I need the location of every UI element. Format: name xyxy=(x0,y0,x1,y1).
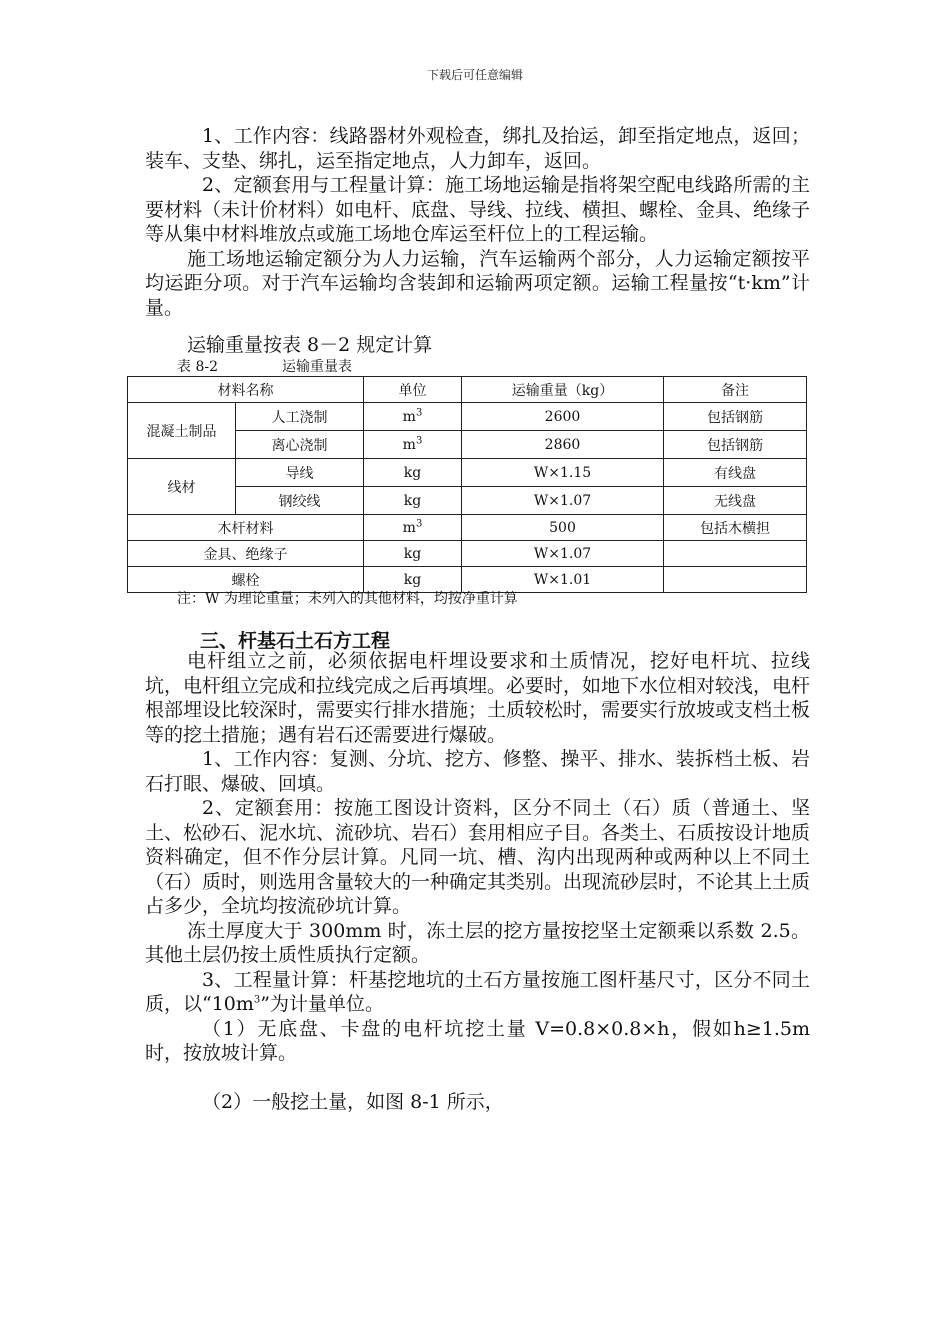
table-note: 注：W 为理论重量；未列入的其他材料，均按净重计算 xyxy=(177,591,518,607)
transport-section xyxy=(145,124,810,320)
header-material: 材料名称 xyxy=(128,377,364,403)
row-unit: $m^3$ xyxy=(364,403,462,431)
paragraph-quota-application: 2、定额套用与工程量计算：施工场地运输是指将架空配电线路所需的主要材料（未计价材料）如电杆、底盘、导线、拉线、横担、螺栓、金具、绝缘子等从集中材料堆放点或施工场地仓库运至杆位上的工程运输。 xyxy=(145,174,811,245)
row-weight: W×1.07 xyxy=(462,487,664,515)
row-weight: W×1.15 xyxy=(462,459,664,487)
table-title: 运输重量表 xyxy=(282,359,352,375)
row-sub: 钢绞线 xyxy=(236,487,364,515)
table-intro: 运输重量按表 8－2 规定计算 xyxy=(187,334,433,356)
row-unit: $m^3$ xyxy=(364,431,462,459)
row-unit: kg xyxy=(364,541,462,567)
row-sub: 人工浇制 xyxy=(236,403,364,431)
row-weight: W×1.01 xyxy=(462,567,664,593)
paragraph-intro: 电杆组立之前，必须依据电杆埋设要求和土质情况，挖好电杆坑、拉线坑，电杆组立完成和拉线完成之后再填埋。必要时，如地下水位相对较浅，电杆根部埋设比较深时，需要实行排水措施；土质较松时，需要实行放坡或支档土板等的挖土措施；遇有岩石还需要进行爆破。 xyxy=(145,650,811,746)
header-unit: 单位 xyxy=(364,377,462,403)
row-remark xyxy=(664,541,807,567)
row-remark: 包括钢筋 xyxy=(664,431,807,459)
earthwork-section xyxy=(145,649,810,1114)
paragraph-work-content: 1、工作内容：线路器材外观检查，绑扎及抬运，卸至指定地点，返回；装车、支垫、绑扎，运至指定地点，人力卸车，返回。 xyxy=(145,125,810,172)
table-row xyxy=(128,403,807,431)
section-title: 三、杆基石土石方工程 xyxy=(200,630,391,652)
row-remark: 包括木横担 xyxy=(664,515,807,541)
table-row xyxy=(128,541,807,567)
row-weight: 2860 xyxy=(462,431,664,459)
row-remark: 有线盘 xyxy=(664,459,807,487)
transport-weight-table xyxy=(127,376,807,593)
row-sub: 导线 xyxy=(236,459,364,487)
row-sub: 离心浇制 xyxy=(236,431,364,459)
table-row xyxy=(128,515,807,541)
row-unit: kg xyxy=(364,567,462,593)
paragraph-frozen-soil: 冻土厚度大于 300mm 时，冻土层的挖方量按挖坚土定额乘以系数 2.5。其他土层仍按土质性质执行定额。 xyxy=(145,919,810,966)
row-name: 金具、绝缘子 xyxy=(128,541,364,567)
row-name: 螺栓 xyxy=(128,567,364,593)
group-concrete: 混凝土制品 xyxy=(128,403,236,459)
table-row xyxy=(128,459,807,487)
table-caption xyxy=(177,358,352,376)
row-unit: kg xyxy=(364,459,462,487)
row-name: 木杆材料 xyxy=(128,515,364,541)
row-remark: 无线盘 xyxy=(664,487,807,515)
row-remark: 包括钢筋 xyxy=(664,403,807,431)
header-weight: 运输重量（kg） xyxy=(462,377,664,403)
page-header-note: 下载后可任意编辑 xyxy=(426,68,523,82)
group-wire: 线材 xyxy=(128,459,236,515)
paragraph-quantity-calc: 3、工程量计算：杆基挖地坑的土石方量按施工图杆基尺寸，区分不同土质，以“$10m^3$”为计量单位。 xyxy=(145,968,810,1015)
table-number: 表 8-2 xyxy=(177,359,218,375)
row-remark xyxy=(664,567,807,593)
paragraph-work-content: 1、工作内容：复测、分坑、挖方、修整、操平、排水、装拆档土板、岩石打眼、爆破、回填。 xyxy=(145,748,810,795)
row-weight: W×1.07 xyxy=(462,541,664,567)
paragraph-no-base-plate: （1）无底盘、卡盘的电杆坑挖土量 V=0.8×0.8×h，假如h≥1.5m时，按放坡计算。 xyxy=(145,1017,810,1064)
row-unit: kg xyxy=(364,487,462,515)
paragraph-transport-types: 施工场地运输定额分为人力运输，汽车运输两个部分，人力运输定额按平均运距分项。对于汽车运输均含装卸和运输两项定额。运输工程量按“t·km”计量。 xyxy=(145,247,810,319)
row-weight: 500 xyxy=(462,515,664,541)
header-remark: 备注 xyxy=(664,377,807,403)
table-header-row xyxy=(128,377,807,403)
paragraph-quota-application: 2、定额套用：按施工图设计资料，区分不同土（石）质（普通土、坚土、松砂石、泥水坑、流砂坑、岩石）套用相应子目。各类土、石质按设计地质资料确定，但不作分层计算。凡同一坑、槽、沟内出现两种或两种以上不同土（石）质时，则选用含量较大的一种确定其类别。出现流砂层时，不论其上土质占多少，全坑均按流砂坑计算。 xyxy=(145,797,811,917)
row-weight: 2600 xyxy=(462,403,664,431)
row-unit: $m^3$ xyxy=(364,515,462,541)
paragraph-general-excavation: （2）一般挖土量，如图 8-1 所示， xyxy=(202,1090,504,1113)
